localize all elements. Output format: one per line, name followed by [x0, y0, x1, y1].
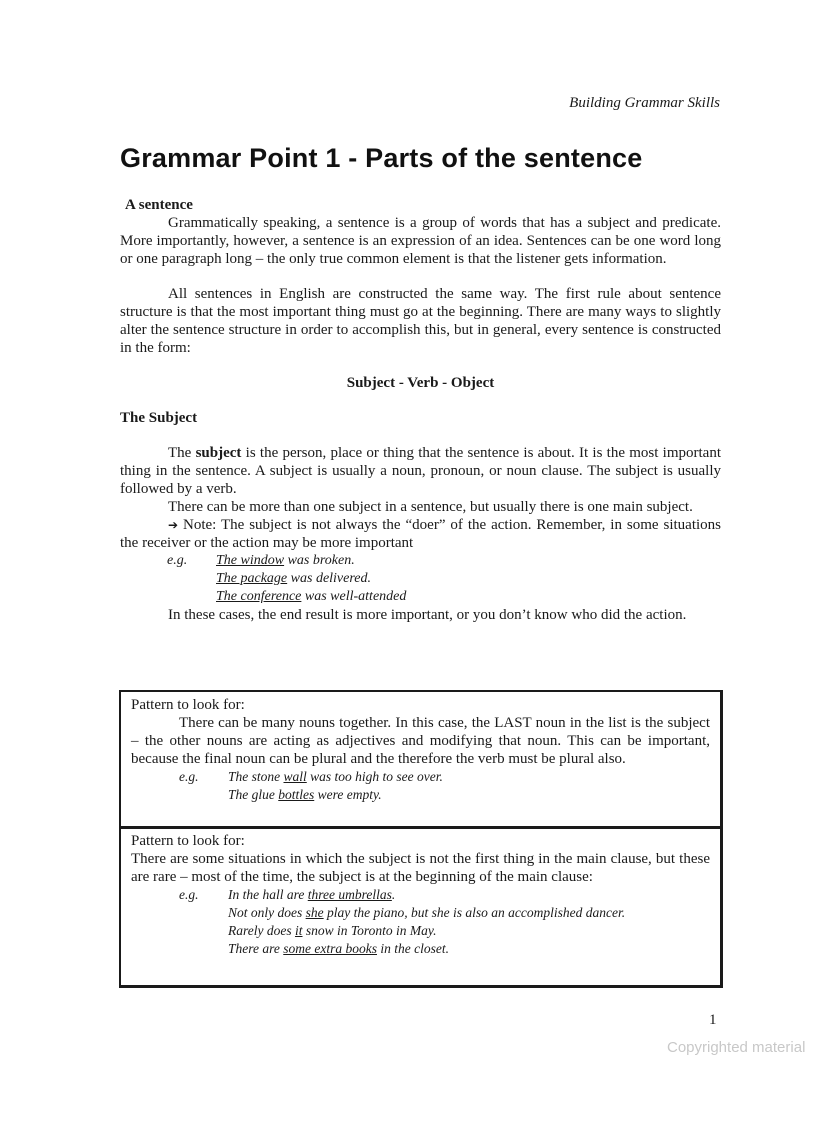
example-row: The package was delivered.: [216, 571, 372, 586]
eg-label: e.g.: [179, 887, 199, 902]
subject-paragraph-2: There can be more than one subject in a sentence, but usually there is one main subject.: [168, 499, 693, 515]
pattern-box-nouns: [119, 690, 723, 829]
subject-paragraph-1: The subject is the person, place or thing that the sentence is about. It is the most important thing in the sentence. A subject is usually a noun, pronoun, or noun clause. The subject is usually followed by a verb.: [120, 445, 721, 497]
page-title: Grammar Point 1 - Parts of the sentence: [120, 143, 643, 173]
example-row: e.g. The stone wall was too high to see over.: [131, 768, 710, 786]
example-row: e.g. In the hall are three umbrellas.: [131, 886, 710, 904]
subject-note: ➔ Note: The subject is not always the “doer” of the action. Remember, in some situations the receiver or the action may be more important: [120, 517, 721, 551]
example-row: Rarely does it snow in Toronto in May.: [228, 923, 437, 938]
sentence-form: Subject - Verb - Object: [346, 375, 495, 391]
pattern-box-text: There are some situations in which the subject is not the first thing in the main clause, but these are rare – most of the time, the subject is at the beginning of the main clause:: [131, 851, 710, 885]
example-row: The conference was well-attended: [216, 589, 407, 604]
term-subject: subject: [195, 445, 242, 461]
sentence-paragraph-1: Grammatically speaking, a sentence is a group of words that has a subject and predicate. More importantly, however, a sentence is an expression of an idea. Sentences can be one word long or one paragraph long – the only true common element is that the listener gets information.: [120, 215, 721, 267]
pattern-box-heading: Pattern to look for:: [131, 833, 245, 849]
pattern-box-heading: Pattern to look for:: [131, 697, 245, 713]
section-heading-sentence: A sentence: [125, 197, 193, 213]
page-number: 1: [709, 1012, 717, 1028]
example-row: e.g. The window was broken.: [120, 552, 721, 570]
eg-label: e.g.: [179, 769, 199, 784]
body-text: [120, 196, 721, 624]
pattern-box-text: There can be many nouns together. In this case, the LAST noun in the list is the subject – the other nouns are acting as adjectives and modifying that noun. This can be important, because the final noun can be plural and the therefore the verb must be plural also.: [131, 715, 710, 767]
example-row: The glue bottles were empty.: [228, 787, 382, 802]
sentence-paragraph-2: All sentences in English are constructed the same way. The first rule about sentence structure is that the most important thing must go at the beginning. There are many ways to slightly alter the sentence structure in order to accomplish this, but in general, every sentence is constructed in the form:: [120, 286, 721, 356]
subject-paragraph-3: In these cases, the end result is more important, or you don’t know who did the action.: [168, 607, 687, 623]
running-head: Building Grammar Skills: [569, 95, 720, 111]
section-heading-subject: The Subject: [120, 410, 198, 426]
example-row: There are some extra books in the closet.: [228, 941, 449, 956]
eg-label: e.g.: [167, 553, 188, 568]
example-row: Not only does she play the piano, but she is also an accomplished dancer.: [228, 905, 626, 920]
pattern-box-inversion: [119, 826, 723, 988]
copyright-watermark: Copyrighted material: [667, 1039, 806, 1056]
arrow-right-icon: ➔: [168, 518, 179, 532]
